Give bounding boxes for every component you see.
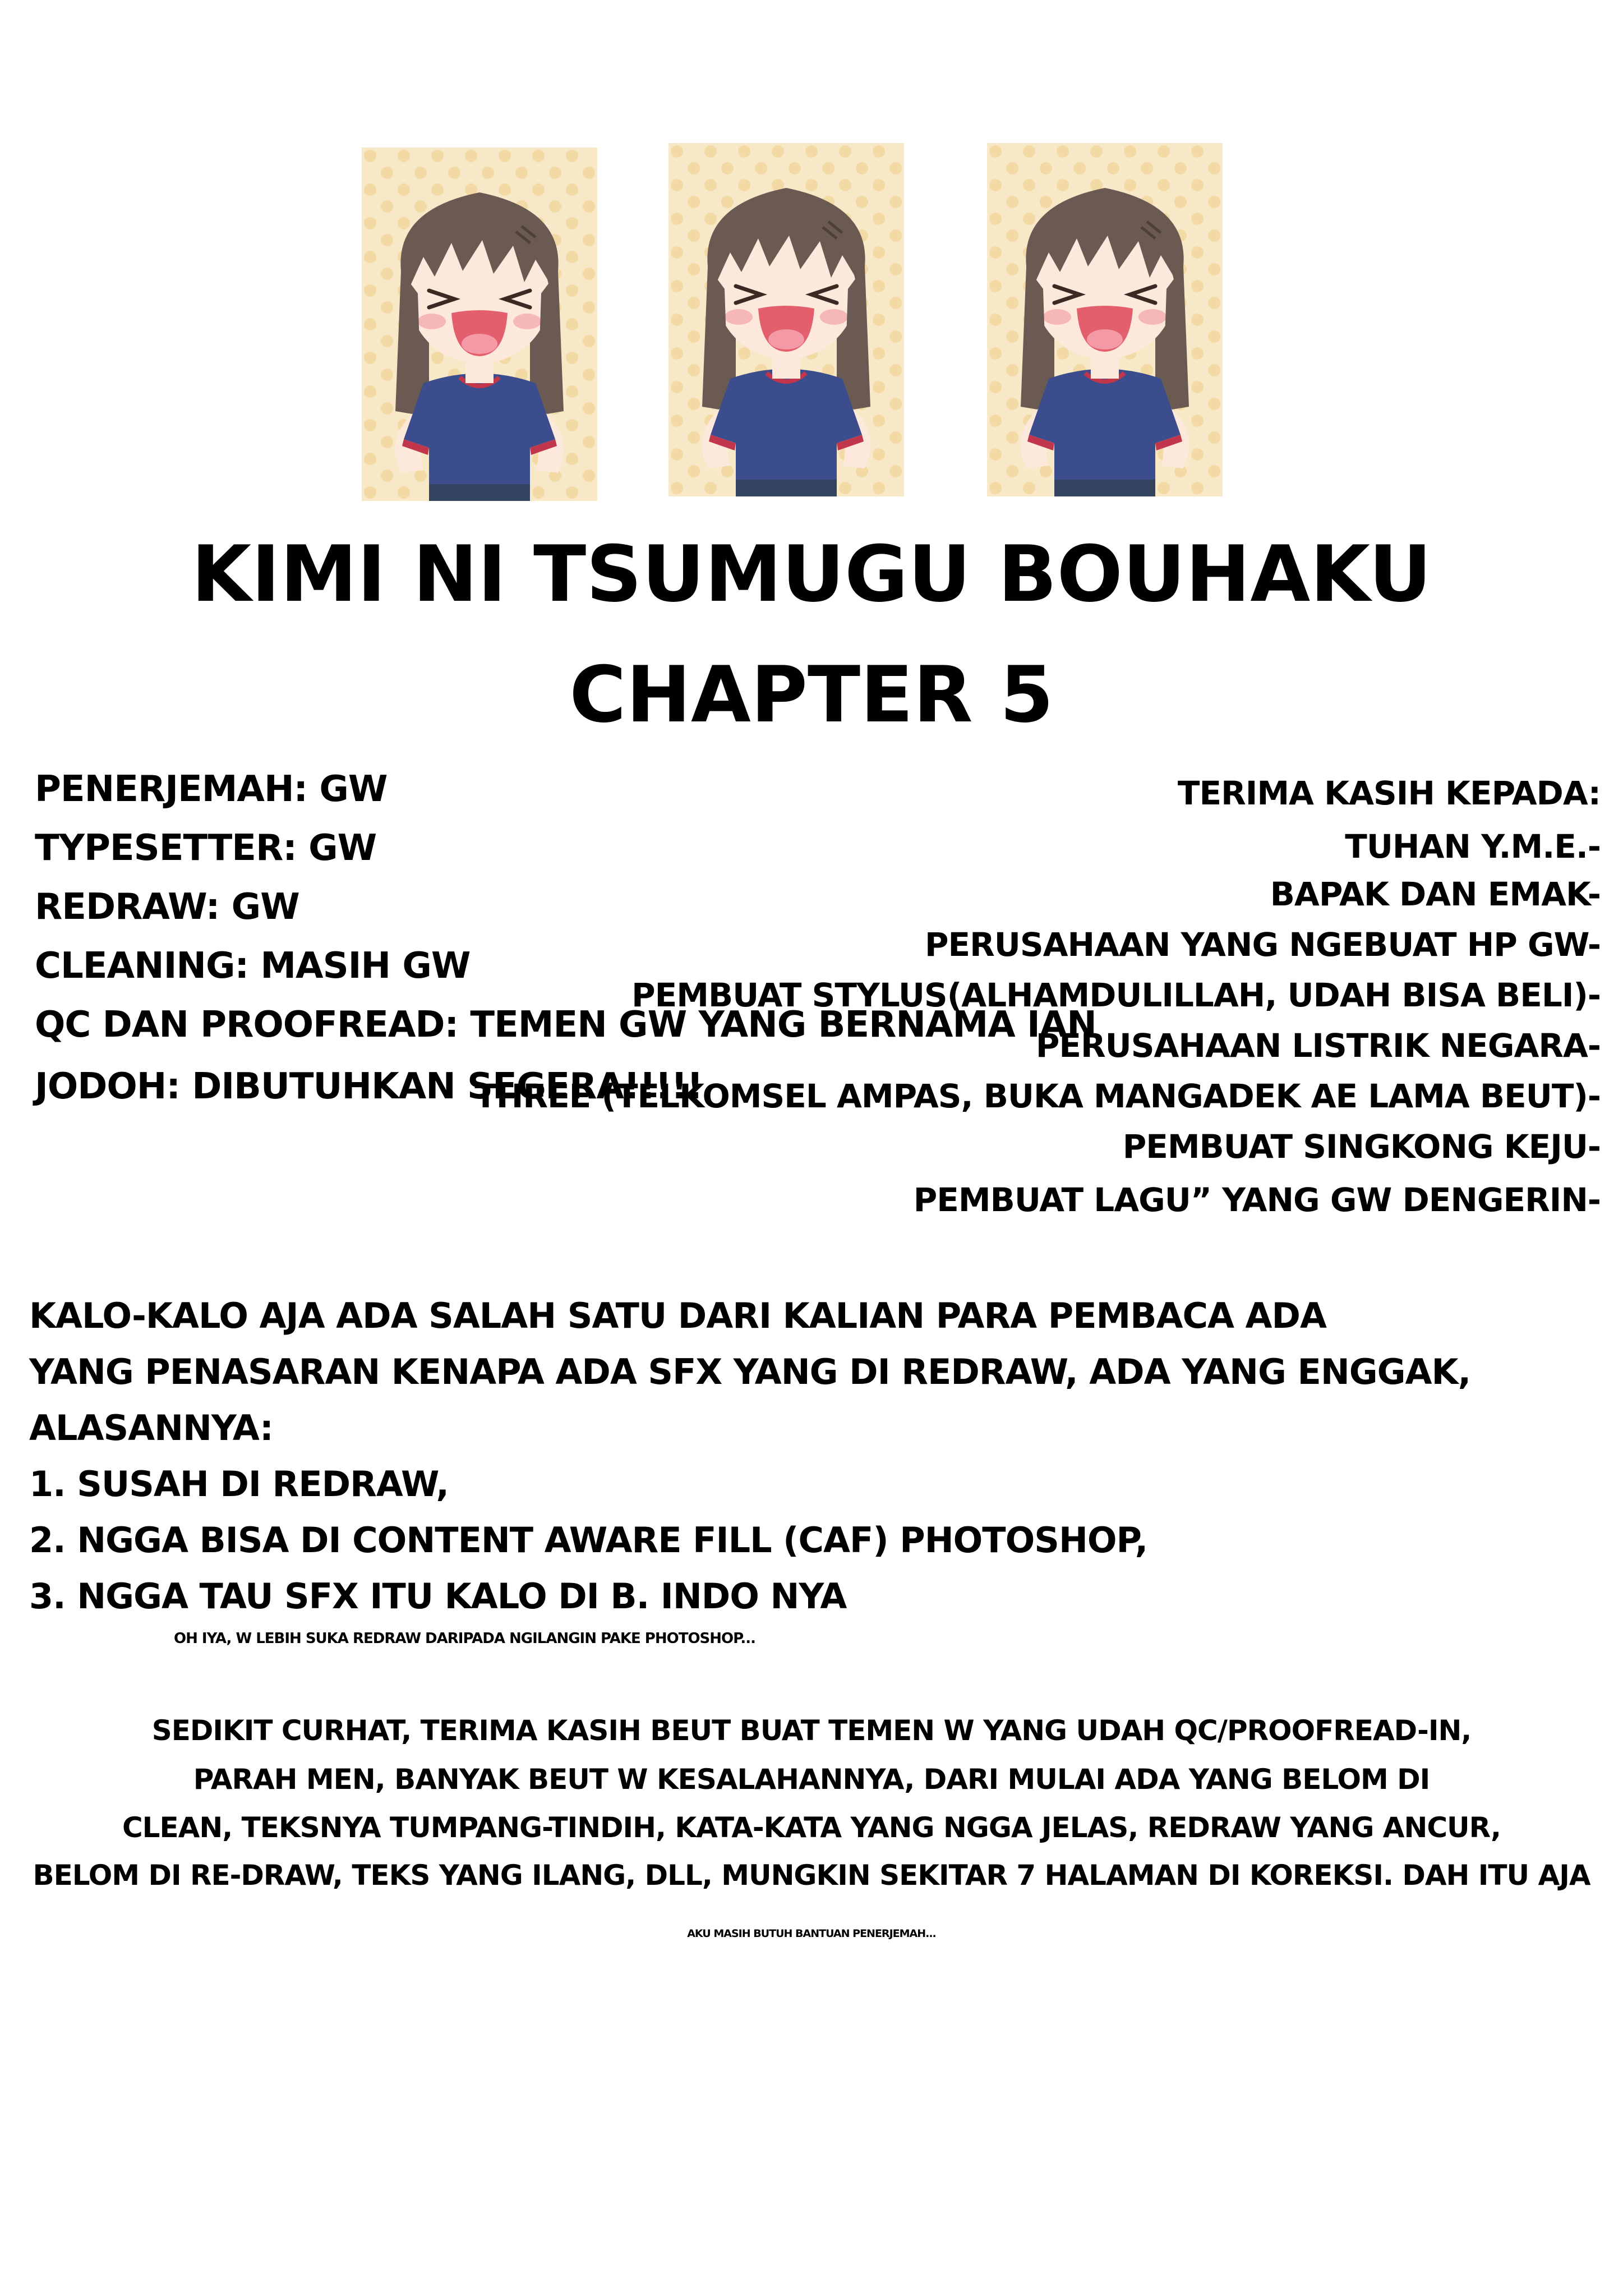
page-title: KIMI NI TSUMUGU BOUHAKU xyxy=(191,529,1432,619)
curhat-line: CLEAN, TEKSNYA TUMPANG-TINDIH, KATA-KATA YANG NGGA JELAS, REDRAW YANG ANCUR, xyxy=(122,1811,1501,1844)
credit-line: JODOH: DIBUTUHKAN SEGERA!!!!! xyxy=(35,1066,703,1107)
note-line: YANG PENASARAN KENAPA ADA SFX YANG DI REDRAW, ADA YANG ENGGAK, xyxy=(29,1351,1471,1392)
chibi-character-image-center xyxy=(668,143,904,496)
curhat-line: SEDIKIT CURHAT, TERIMA KASIH BEUT BUAT TEMEN W YANG UDAH QC/PROOFREAD-IN, xyxy=(151,1714,1472,1747)
thanks-item: THREE (TELKOMSEL AMPAS, BUKA MANGADEK AE LAMA BEUT)- xyxy=(474,1077,1601,1115)
credit-line: QC DAN PROOFREAD: TEMEN GW YANG BERNAMA IAN xyxy=(35,1004,1096,1046)
curhat-line: BELOM DI RE-DRAW, TEKS YANG ILANG, DLL, MUNGKIN SEKITAR 7 HALAMAN DI KOREKSI. DAH ITU AJA xyxy=(33,1859,1590,1892)
thanks-heading: TERIMA KASIH KEPADA: xyxy=(1177,774,1601,812)
note-line: ALASANNYA: xyxy=(29,1407,273,1448)
thanks-item: PEMBUAT SINGKONG KEJU- xyxy=(1122,1128,1601,1166)
credit-line: CLEANING: MASIH GW xyxy=(35,945,471,987)
note-line: 1. SUSAH DI REDRAW, xyxy=(29,1464,449,1504)
credit-line: PENERJEMAH: GW xyxy=(35,769,388,810)
thanks-item: PEMBUAT STYLUS(ALHAMDULILLAH, UDAH BISA BELI)- xyxy=(631,976,1601,1014)
note-line: 2. NGGA BISA DI CONTENT AWARE FILL (CAF) PHOTOSHOP, xyxy=(29,1520,1148,1561)
credit-line: TYPESETTER: GW xyxy=(35,827,377,869)
thanks-item: TUHAN Y.M.E.- xyxy=(1345,827,1601,866)
chibi-character-image-right xyxy=(987,143,1223,496)
note-small-text: OH IYA, W LEBIH SUKA REDRAW DARIPADA NGILANGIN PAKE PHOTOSHOP... xyxy=(174,1630,756,1647)
thanks-item: PERUSAHAAN LISTRIK NEGARA- xyxy=(1035,1027,1601,1065)
thanks-item: PERUSAHAAN YANG NGEBUAT HP GW- xyxy=(925,926,1601,964)
thanks-item: PEMBUAT LAGU” YANG GW DENGERIN- xyxy=(913,1181,1601,1219)
credit-line: REDRAW: GW xyxy=(35,886,299,928)
curhat-line: PARAH MEN, BANYAK BEUT W KESALAHANNYA, DARI MULAI ADA YANG BELOM DI xyxy=(193,1763,1430,1796)
note-line: KALO-KALO AJA ADA SALAH SATU DARI KALIAN PARA PEMBACA ADA xyxy=(29,1295,1326,1336)
chapter-title: CHAPTER 5 xyxy=(569,650,1054,740)
note-line: 3. NGGA TAU SFX ITU KALO DI B. INDO NYA xyxy=(29,1576,847,1617)
chibi-character-image-left xyxy=(362,148,597,501)
thanks-item: BAPAK DAN EMAK- xyxy=(1270,875,1601,913)
footer-tiny-text: AKU MASIH BUTUH BANTUAN PENERJEMAH... xyxy=(687,1927,936,1940)
